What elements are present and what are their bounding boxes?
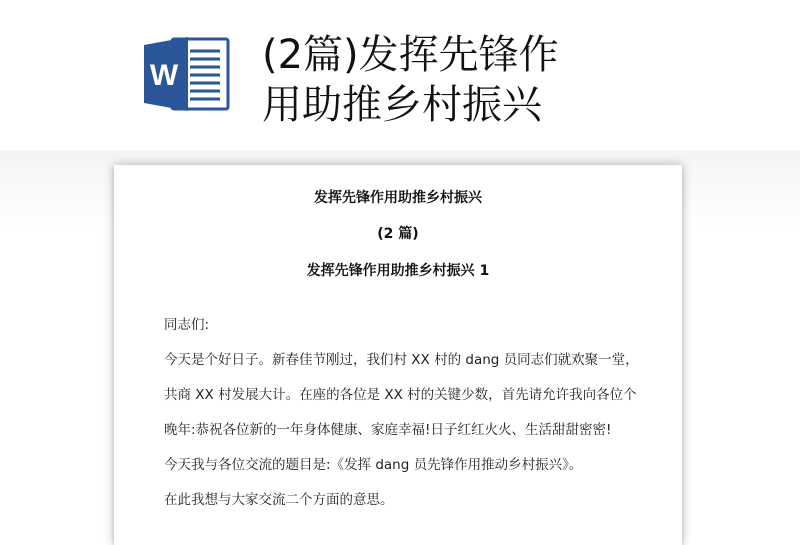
word-document-icon — [142, 35, 230, 113]
header-banner — [0, 0, 800, 170]
page-title — [262, 30, 622, 130]
word-icon-letter: W — [149, 59, 179, 92]
section-heading: 发挥先锋作用助推乡村振兴 1 — [306, 263, 490, 279]
paragraph-line: 在此我想与大家交流二个方面的意思。 — [164, 492, 394, 508]
document-title: 发挥先锋作用助推乡村振兴 — [314, 190, 482, 206]
page-title-line-2: 用助推乡村振兴 — [262, 82, 542, 128]
paragraph-line: 共商 XX 村发展大计。在座的各位是 XX 村的关键少数，首先请允许我向各位个 — [164, 387, 637, 403]
page-title-line-1: (2篇)发挥先锋作 — [262, 32, 559, 78]
paragraph-line: 同志们: — [164, 317, 210, 333]
document-page — [114, 165, 682, 545]
paragraph-line: 今天是个好日子。新春佳节刚过，我们村 XX 村的 dang 员同志们就欢聚一堂， — [164, 352, 639, 368]
document-subtitle: (2 篇) — [377, 226, 419, 242]
paragraph-line: 今天我与各位交流的题目是:《发挥 dang 员先锋作用推动乡村振兴》。 — [164, 457, 583, 473]
paragraph-line: 晚年:恭祝各位新的一年身体健康、家庭幸福!日子红红火火、生活甜甜密密! — [164, 422, 612, 438]
